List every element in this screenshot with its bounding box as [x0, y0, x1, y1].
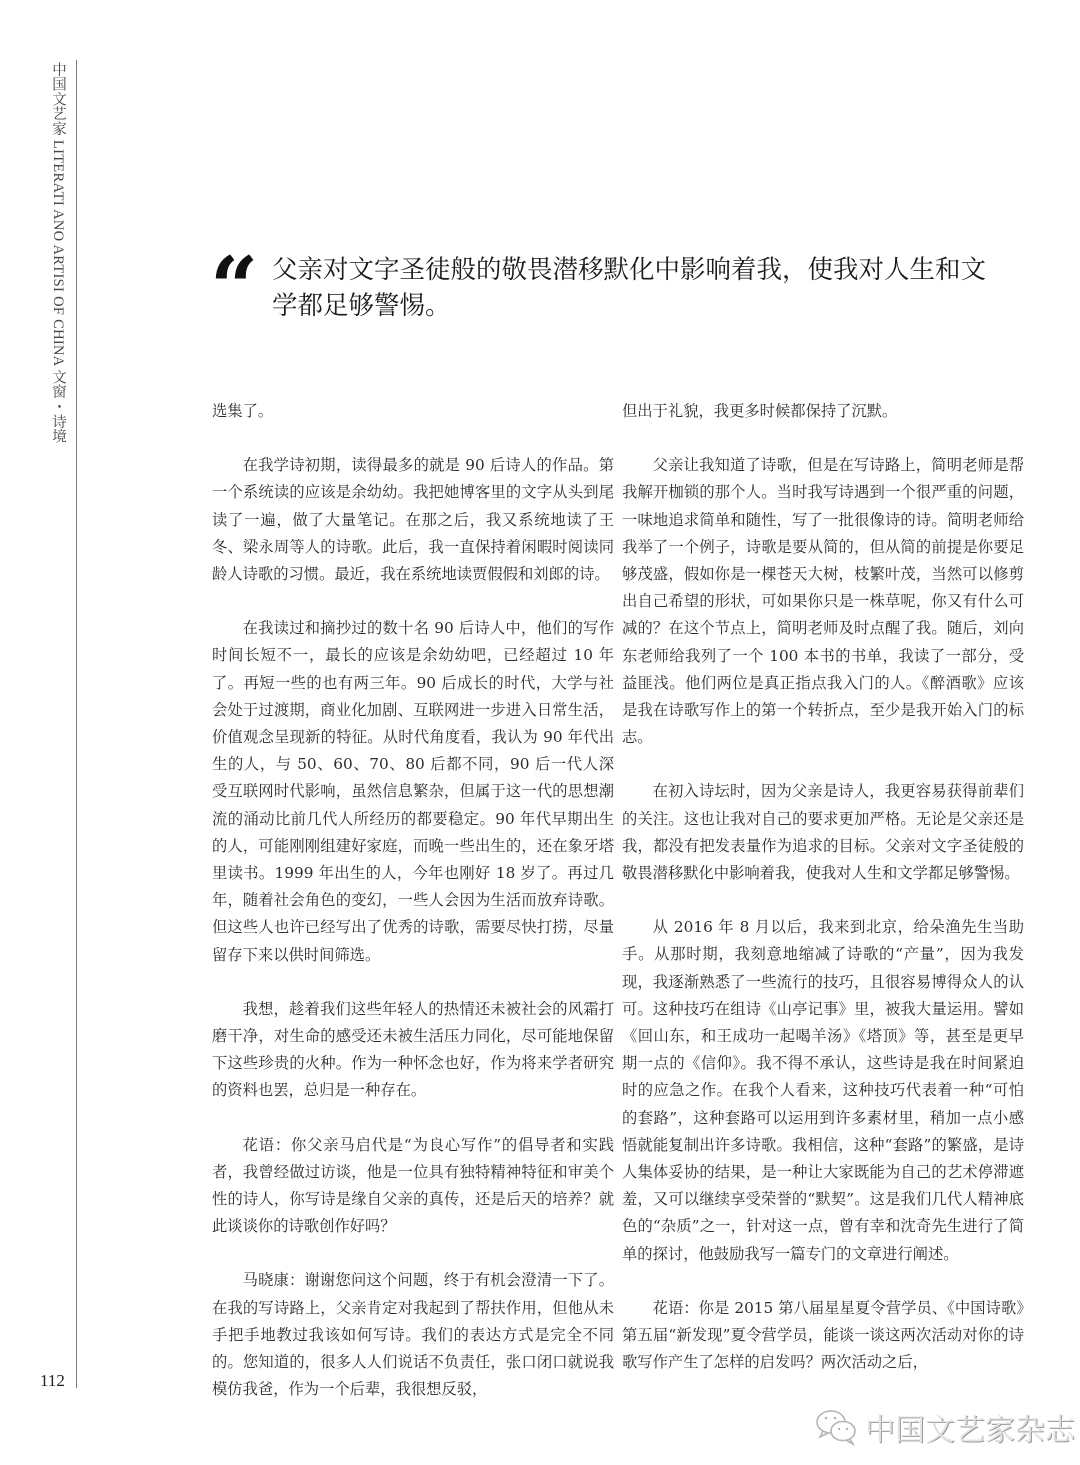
vertical-rule [76, 60, 77, 1388]
pull-quote [210, 238, 1010, 337]
watermark [815, 1405, 1075, 1449]
interview-answer: 马晓康：谢谢您问这个问题，终于有机会澄清一下了。在我的写诗路上，父亲肯定对我起到了帮扶作用，但他从未手把手地教过我该如何写诗。我们的表达方式是完全不同的。您知道的，很多人人们说话不负责任，张口闭口就说我模仿我爸，作为一个后辈，我很想反驳， [212, 1271, 614, 1399]
right-column [622, 398, 1024, 1404]
running-head: 中国文艺家 LITERATI ANO ARTISI OF CHINA 文窗・诗境 [50, 62, 66, 444]
left-column [212, 398, 614, 1431]
paragraph: 在我读过和摘抄过的数十名 90 后诗人中，他们的写作时间长短不一，最长的应该是余幼幼吧，已经超过 10 年了。再短一些的也有两三年。90 后成长的时代，大学与社会处于过渡期，商业化加剧、互联网进一步进入日常生活，价值观念呈现新的特征。从时代角度看，我认为 90 年代出生的人，与 50、60、70、80 后都不同，90 后一代人深受互联网时代影响，虽然信息繁杂，但属于这一代的思想潮流的涌动比前几代人所经历的都要稳定。90 年代早期出生的人，可能刚刚组建好家庭，而晚一些出生的，还在象牙塔里读书。1999 年出生的人，今年也刚好 18 岁了。再过几年，随着社会角色的变幻，一些人会因为生活而放弃诗歌。但这些人也许已经写出了优秀的诗歌，需要尽快打捞，尽量留存下来以供时间筛选。 [212, 619, 614, 964]
paragraph: 选集了。 [212, 402, 274, 420]
paragraph: 但出于礼貌，我更多时候都保持了沉默。 [622, 402, 898, 420]
paragraph: 在我学诗初期，读得最多的就是 90 后诗人的作品。第一个系统读的应该是余幼幼。我把她博客里的文字从头到尾读了一遍，做了大量笔记。在那之后，我又系统地读了王冬、梁永周等人的诗歌。此后，我一直保持着闲暇时阅读同龄人诗歌的习惯。最近，我在系统地读贾假假和刘郎的诗。 [212, 456, 614, 584]
paragraph: 我想，趁着我们这些年轻人的热情还未被社会的风霜打磨干净，对生命的感受还未被生活压力同化，尽可能地保留下这些珍贵的火种。作为一种怀念也好，作为将来学者研究的资料也罢，总归是一种存在。 [212, 999, 614, 1100]
quote-mark-icon: “ [210, 238, 259, 337]
page-number: 112 [40, 1371, 65, 1390]
wechat-icon [815, 1407, 859, 1447]
paragraph: 在初入诗坛时，因为父亲是诗人，我更容易获得前辈们的关注。这也让我对自己的要求更加严格。无论是父亲还是我，都没有把发表量作为追求的目标。父亲对文字圣徒般的敬畏潜移默化中影响着我，使我对人生和文学都足够警惕。 [622, 782, 1024, 883]
pull-quote-text: 父亲对文字圣徒般的敬畏潜移默化中影响着我，使我对人生和文学都足够警惕。 [272, 255, 987, 321]
paragraph: 父亲让我知道了诗歌，但是在写诗路上，简明老师是帮我解开枷锁的那个人。当时我写诗遇到一个很严重的问题，一味地追求简单和随性，写了一批很像诗的诗。简明老师给我举了一个例子，诗歌是要从简的，但从简的前提是你要足够茂盛，假如你是一棵苍天大树，枝繁叶茂，当然可以修剪出自己希望的形状，可如果你只是一株草呢，你又有什么可减的？在这个节点上，简明老师及时点醒了我。随后，刘向东老师给我列了一个 100 本书的书单，我读了一部分，受益匪浅。他们两位是真正指点我入门的人。《醉酒歌》应该是我在诗歌写作上的第一个转折点，至少是我开始入门的标志。 [622, 456, 1024, 747]
paragraph: 从 2016 年 8 月以后，我来到北京，给朵渔先生当助手。从那时期，我刻意地缩减了诗歌的“产量”，因为我发现，我逐渐熟悉了一些流行的技巧，且很容易博得众人的认可。这种技巧在组诗《山亭记事》里，被我大量运用。譬如《回山东，和王成功一起喝羊汤》《塔顶》等，甚至是更早期一点的《信仰》。我不得不承认，这些诗是我在时间紧迫时的应急之作。在我个人看来，这种技巧代表着一种“可怕的套路”，这种套路可以运用到许多素材里，稍加一点小感悟就能复制出许多诗歌。我相信，这种“套路”的繁盛，是诗人集体妥协的结果，是一种让大家既能为自己的艺术停滞遮羞，又可以继续享受荣誉的“默契”。这是我们几代人精神底色的“杂质”之一，针对这一点，曾有幸和沈奇先生进行了简单的探讨，他鼓励我写一篇专门的文章进行阐述。 [622, 918, 1024, 1263]
watermark-text: 中国文艺家杂志 [865, 1413, 1075, 1448]
interview-question: 花语：你父亲马启代是“为良心写作”的倡导者和实践者，我曾经做过访谈，他是一位具有独特精神特征和审美个性的诗人，你写诗是缘自父亲的真传，还是后天的培养？就此谈谈你的诗歌创作好吗？ [212, 1135, 614, 1236]
interview-question: 花语：你是 2015 第八届星星夏令营学员、《中国诗歌》第五届“新发现”夏令营学员，能谈一谈这两次活动对你的诗歌写作产生了怎样的启发吗？两次活动之后， [622, 1298, 1024, 1372]
